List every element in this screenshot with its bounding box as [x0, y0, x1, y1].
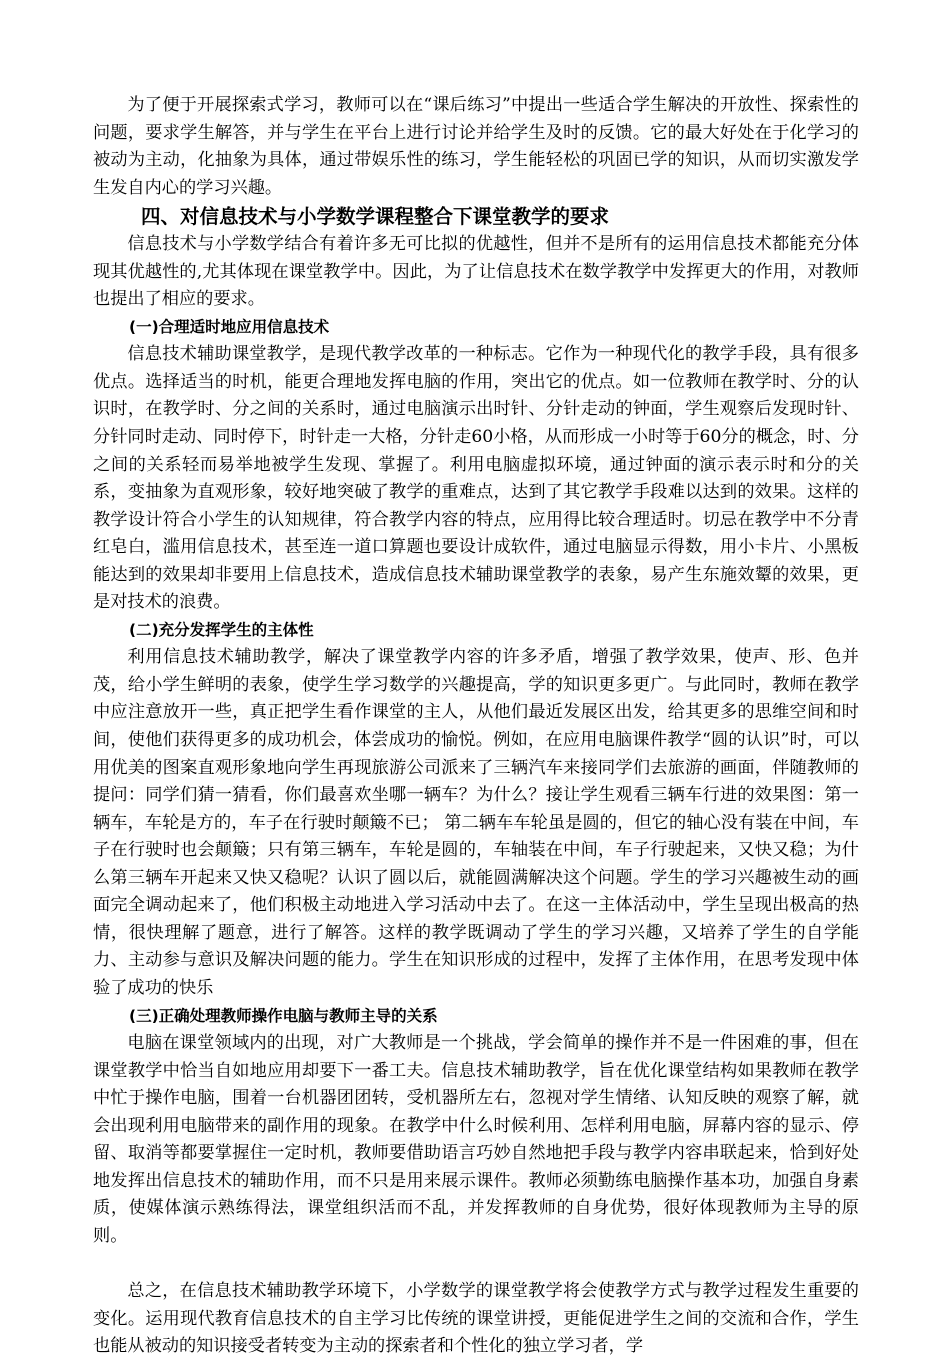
blank-line — [93, 1250, 859, 1278]
paragraph-sub1-body: 信息技术辅助课堂教学，是现代教学改革的一种标志。它作为一种现代化的教学手段，具有很多优点。选择适当的时机，能更合理地发挥电脑的作用，突出它的优点。如一位教师在教学时、分的认识时，在教学时、分之间的关系时，通过电脑演示出时针、分针走动的钟面，学生观察后发现时针、分针同时走动、同时停下，时针走一大格，分针走60小格，从而形成一小时等于60分的概念，时、分之间的关系轻而易举地被学生发现、掌握了。利用电脑虚拟环境，通过钟面的演示表示时和分的关系，变抽象为直观形象，较好地突破了教学的重难点，达到了其它教学手段难以达到的效果。这样的教学设计符合小学生的认知规律，符合教学内容的特点，应用得比较合理适时。切忌在教学中不分青红皂白，滥用信息技术，甚至连一道口算题也要设计成软件，通过电脑显示得数，用小卡片、小黑板能达到的效果却非要用上信息技术，造成信息技术辅助课堂教学的表象，易产生东施效颦的效果，更是对技术的浪费。 — [93, 344, 859, 613]
paragraph-section4-intro: 信息技术与小学数学结合有着许多无可比拟的优越性，但并不是所有的运用信息技术都能充分体现其优越性的,尤其体现在课堂教学中。因此，为了让信息技术在数学教学中发挥更大的作用，对教师也提出了相应的要求。 — [93, 234, 859, 310]
subheading-3: (三)正确处理教师操作电脑与教师主导的关系 — [129, 1006, 438, 1025]
document-page — [93, 92, 859, 1361]
paragraph-sub2-body: 利用信息技术辅助教学，解决了课堂教学内容的许多矛盾，增强了教学效果，使声、形、色并茂，给小学生鲜明的表象，使学生学习数学的兴趣提高，学的知识更多更广。与此同时，教师在教学中应注意放开一些，真正把学生看作课堂的主人，从他们最近发展区出发，给其更多的思维空间和时间，使他们获得更多的成功机会，体尝成功的愉悦。例如，在应用电脑课件教学“圆的认识”时，可以用优美的图案直观形象地向学生再现旅游公司派来了三辆汽车来接同学们去旅游的画面，伴随教师的提问：同学们猜一猜看，你们最喜欢坐哪一辆车？为什么？接让学生观看三辆车行进的效果图：第一辆车，车轮是方的，车子在行驶时颠簸不已； 第二辆车车轮虽是圆的，但它的轴心没有装在中间，车子在行驶时也会颠簸；只有第三辆车，车轮是圆的，车轴装在中间，车子行驶起来，又快又稳；为什么第三辆车开起来又快又稳呢？认识了圆以后，就能圆满解决这个问题。学生的学习兴趣被生动的画面完全调动起来了，他们积极主动地进入学习活动中去了。在这一主体活动中，学生呈现出极高的热情，很快理解了题意，进行了解答。这样的教学既调动了学生的学习兴趣，又培养了学生的自学能力、主动参与意识及解决问题的能力。学生在知识形成的过程中，发挥了主体作用，在思考发现中体验了成功的快乐 — [93, 647, 859, 998]
paragraph-conclusion: 总之，在信息技术辅助教学环境下，小学数学的课堂教学将会使教学方式与教学过程发生重要的变化。运用现代教育信息技术的自主学习比传统的课堂讲授，更能促进学生之间的交流和合作，学生也能从被动的知识接受者转变为主动的探索者和个性化的独立学习者，学 — [93, 1280, 859, 1357]
section-heading-4: 四、对信息技术与小学数学课程整合下课堂教学的要求 — [141, 205, 610, 229]
paragraph-sub3-body: 电脑在课堂领域内的出现，对广大教师是一个挑战，学会简单的操作并不是一件困难的事，但在课堂教学中恰当自如地应用却要下一番工夫。信息技术辅助教学，旨在优化课堂结构如果教师在教学中忙于操作电脑，围着一台机器团团转，受机器所左右，忽视对学生情绪、认知反映的观察了解，就会出现利用电脑带来的副作用的现象。在教学中什么时候利用、怎样利用电脑，屏幕内容的显示、停留、取消等都要掌握住一定时机，教师要借助语言巧妙自然地把手段与教学内容串联起来，恰到好处地发挥出信息技术的辅助作用，而不只是用来展示课件。教师必须勤练电脑操作基本功，加强自身素质，使媒体演示熟练得法，课堂组织活而不乱，并发挥教师的自身优势，很好体现教师为主导的原则。 — [93, 1033, 859, 1246]
paragraph-exploratory-learning: 为了便于开展探索式学习，教师可以在“课后练习”中提出一些适合学生解决的开放性、探索性的问题，要求学生解答，并与学生在平台上进行讨论并给学生及时的反馈。它的最大好处在于化学习的被动为主动，化抽象为具体，通过带娱乐性的练习，学生能轻松的巩固已学的知识，从而切实激发学生发自内心的学习兴趣。 — [93, 95, 859, 198]
subheading-2: (二)充分发挥学生的主体性 — [129, 620, 314, 639]
subheading-1: (一)合理适时地应用信息技术 — [129, 317, 330, 336]
